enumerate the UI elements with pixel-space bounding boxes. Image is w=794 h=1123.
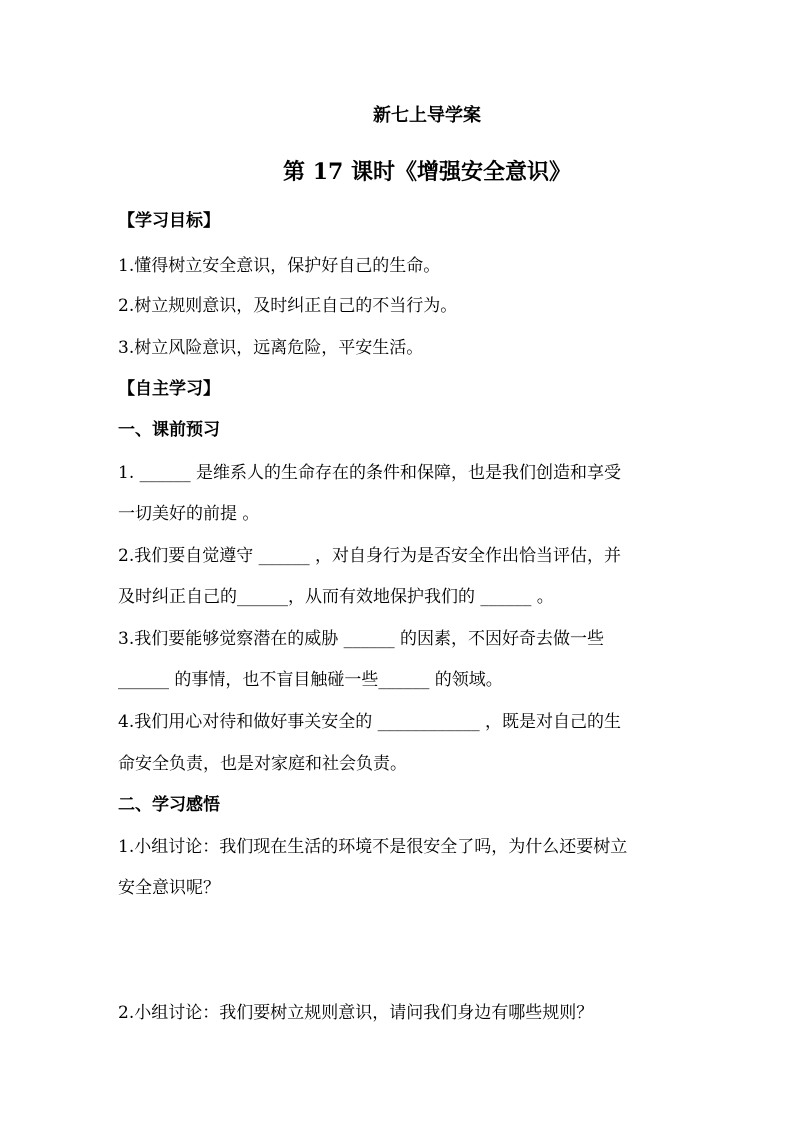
reflection-line: 1.小组讨论：我们现在生活的环境不是很安全了吗，为什么还要树立 <box>118 837 628 857</box>
reflection-line: 安全意识呢？ <box>118 878 220 898</box>
reflection-heading: 二、学习感悟 <box>118 795 220 815</box>
preview-line: 及时纠正自己的______，从而有效地保护我们的 ______ 。 <box>118 587 554 607</box>
objective-item: 1.懂得树立安全意识，保护好自己的生命。 <box>118 256 441 276</box>
document-title: 第 17 课时《增强安全意识》 <box>283 159 571 185</box>
preview-line: 1. ______ 是维系人的生命存在的条件和保障，也是我们创造和享受 <box>118 463 622 483</box>
preview-line: 一切美好的前提 。 <box>118 504 260 524</box>
preview-line: ______ 的事情，也不盲目触碰一些______ 的领域。 <box>118 670 503 690</box>
preview-line: 4.我们用心对待和做好事关安全的 ____________ ，既是对自己的生 <box>118 712 622 732</box>
document-subtitle: 新七上导学案 <box>373 105 481 126</box>
objective-item: 2.树立规则意识，及时纠正自己的不当行为。 <box>118 296 458 316</box>
objective-item: 3.树立风险意识，远离危险，平安生活。 <box>118 338 424 358</box>
preview-line: 2.我们要自觉遵守 ______ ，对自身行为是否安全作出恰当评估，并 <box>118 546 622 566</box>
preview-line: 3.我们要能够觉察潜在的威胁 ______ 的因素，不因好奇去做一些 <box>118 629 605 649</box>
self-study-heading: 【自主学习】 <box>118 379 220 399</box>
preview-heading: 一、课前预习 <box>118 420 220 440</box>
preview-line: 命安全负责，也是对家庭和社会负责。 <box>118 754 407 774</box>
reflection-line: 2.小组讨论：我们要树立规则意识，请问我们身边有哪些规则？ <box>118 1003 594 1023</box>
objectives-heading: 【学习目标】 <box>118 211 220 231</box>
